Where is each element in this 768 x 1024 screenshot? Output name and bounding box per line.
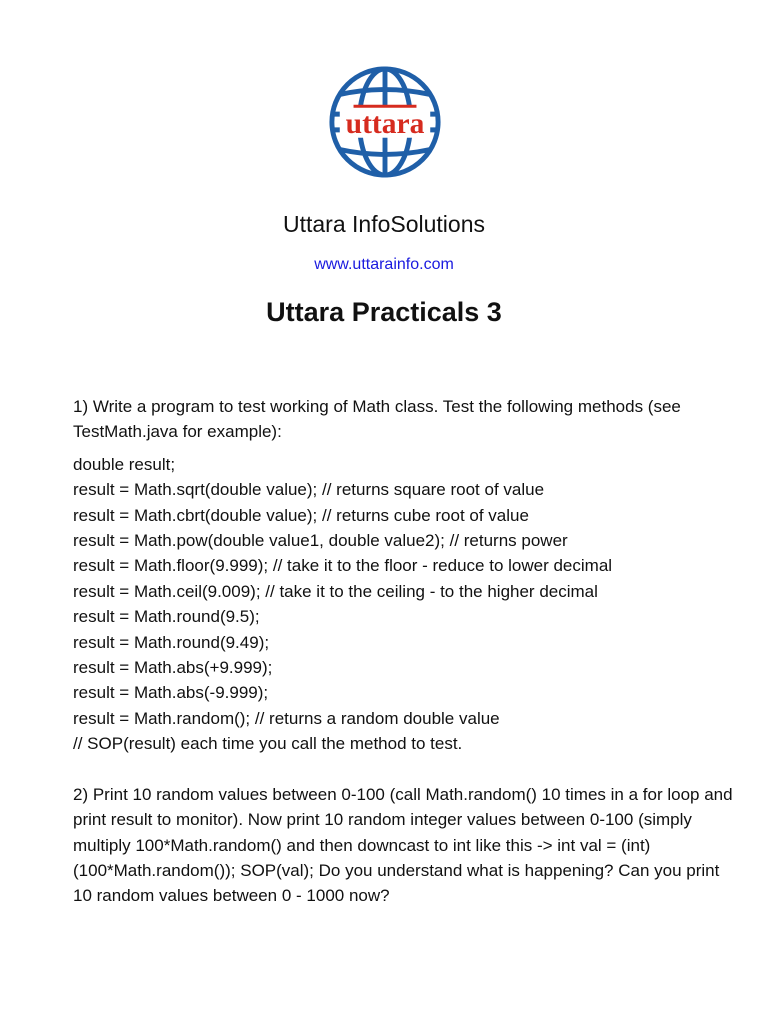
website-link[interactable]: www.uttarainfo.com (314, 256, 454, 273)
task-one-intro: 1) Write a program to test working of Math class. Test the following methods (see TestMath.java for example): (73, 397, 681, 442)
code-line: result = Math.cbrt(double value); // returns cube root of value (73, 505, 529, 525)
code-line: result = Math.round(9.49); (73, 632, 270, 652)
math-methods-list (73, 452, 733, 757)
uttara-globe-logo (326, 63, 444, 181)
code-line: result = Math.abs(-9.999); (73, 683, 269, 703)
document-body (73, 394, 733, 909)
code-line: double result; (73, 454, 176, 474)
code-line: result = Math.pow(double value1, double value2); // returns power (73, 531, 568, 551)
logo-wordmark: uttara (345, 107, 425, 140)
code-line: result = Math.random(); // returns a random double value (73, 708, 500, 728)
code-line: result = Math.ceil(9.009); // take it to the ceiling - to the higher decimal (73, 581, 598, 601)
company-name: Uttara InfoSolutions (282, 211, 485, 237)
code-line: result = Math.sqrt(double value); // returns square root of value (73, 480, 545, 500)
code-line: result = Math.abs(+9.999); (73, 658, 273, 678)
task-two-text: 2) Print 10 random values between 0-100 (call Math.random() 10 times in a for loop and print result to monitor). Now print 10 random integer values between 0-100 (simply multiply 100*Math.random() and then downcast to int like this -> int val = (int) (100*Math.random()); SOP(val); Do you understand what is happening? Can you print 10 random values between 0 - 1000 now? (73, 784, 733, 906)
document-title: Uttara Practicals 3 (266, 297, 502, 327)
code-line: result = Math.floor(9.999); // take it to the floor - reduce to lower decimal (73, 556, 613, 576)
code-line: result = Math.round(9.5); (73, 607, 260, 627)
code-line: // SOP(result) each time you call the method to test. (73, 734, 463, 754)
